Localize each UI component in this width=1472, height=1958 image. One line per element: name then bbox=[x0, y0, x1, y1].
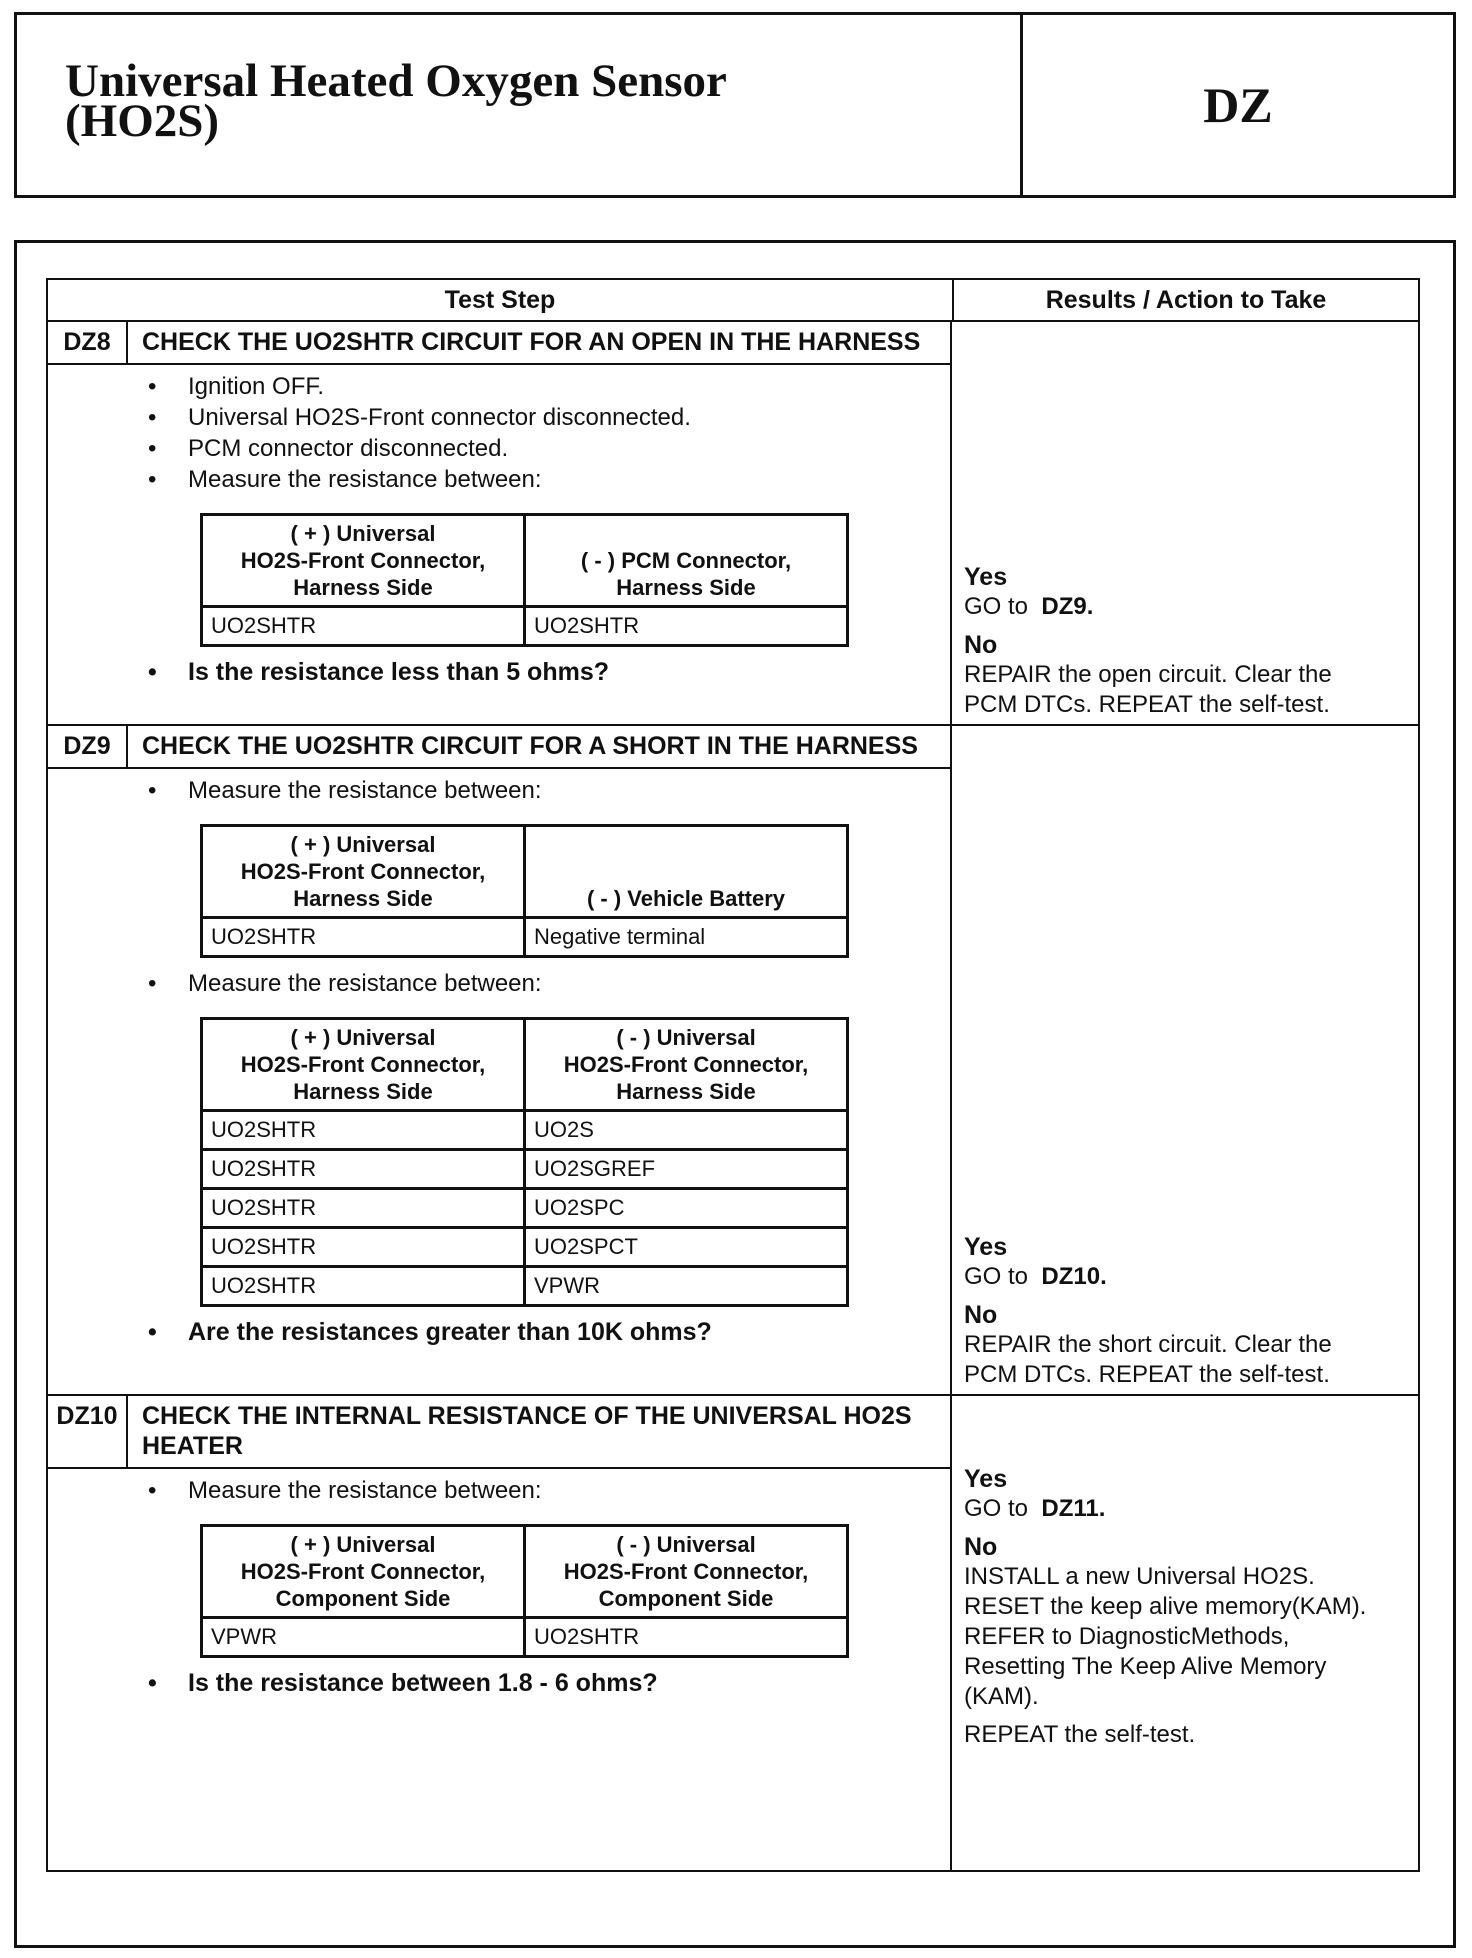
table-row bbox=[202, 1267, 848, 1306]
yes-action: GO to DZ10. bbox=[964, 1263, 1107, 1290]
table-cell: UO2SPC bbox=[525, 1189, 848, 1228]
table-cell: UO2SHTR bbox=[202, 918, 525, 957]
pin-table-header: ( - ) Universal HO2S-Front Connector, Harness Side bbox=[525, 1019, 848, 1111]
goto-link[interactable]: DZ9. bbox=[1041, 593, 1094, 620]
pin-table-header: ( - ) Universal HO2S-Front Connector, Component Side bbox=[525, 1526, 848, 1618]
test-step-table bbox=[46, 278, 1420, 1872]
table-cell: UO2SPCT bbox=[525, 1228, 848, 1267]
pin-table bbox=[200, 1524, 849, 1658]
instruction-item: • Ignition OFF. bbox=[148, 371, 950, 402]
table-cell: UO2SHTR bbox=[202, 1111, 525, 1150]
table-cell: UO2SGREF bbox=[525, 1150, 848, 1189]
pin-table-header: ( - ) PCM Connector, Harness Side bbox=[525, 515, 848, 607]
table-cell: UO2S bbox=[525, 1111, 848, 1150]
no-action-line: PCM DTCs. REPEAT the self-test. bbox=[964, 691, 1330, 718]
step-id: DZ9 bbox=[48, 726, 128, 767]
table-row bbox=[202, 607, 848, 646]
no-action-line: RESET the keep alive memory(KAM). bbox=[964, 1593, 1367, 1620]
step-id: DZ10 bbox=[48, 1396, 128, 1467]
instruction-item: • Measure the resistance between: bbox=[148, 464, 950, 495]
table-cell: UO2SHTR bbox=[202, 1267, 525, 1306]
no-action-line: INSTALL a new Universal HO2S. bbox=[964, 1563, 1315, 1590]
step-row-dz10 bbox=[48, 1396, 1418, 1872]
no-action-line: REFER to DiagnosticMethods, bbox=[964, 1623, 1290, 1650]
pin-table-header: ( + ) Universal HO2S-Front Connector, Component Side bbox=[202, 1526, 525, 1618]
step-header bbox=[48, 322, 950, 365]
pin-table-header: ( + ) Universal HO2S-Front Connector, Harness Side bbox=[202, 515, 525, 607]
step-title: CHECK THE UO2SHTR CIRCUIT FOR A SHORT IN THE HARNESS bbox=[142, 732, 918, 760]
table-cell: UO2SHTR bbox=[525, 1618, 848, 1657]
no-action-line: Resetting The Keep Alive Memory bbox=[964, 1653, 1327, 1680]
step-header bbox=[48, 1396, 950, 1469]
instruction-item: • PCM connector disconnected. bbox=[148, 433, 950, 464]
instruction-item: • Measure the resistance between: bbox=[148, 1475, 950, 1506]
instruction-item: • Measure the resistance between: bbox=[148, 775, 950, 806]
no-action-line: REPAIR the short circuit. Clear the bbox=[964, 1331, 1332, 1358]
table-cell: UO2SHTR bbox=[525, 607, 848, 646]
table-row bbox=[202, 1150, 848, 1189]
page-header bbox=[14, 12, 1456, 198]
table-row bbox=[202, 1618, 848, 1657]
table-cell: UO2SHTR bbox=[202, 1150, 525, 1189]
no-action-line: REPAIR the open circuit. Clear the bbox=[964, 661, 1332, 688]
step-title: CHECK THE UO2SHTR CIRCUIT FOR AN OPEN IN THE HARNESS bbox=[142, 328, 921, 356]
step-result bbox=[952, 1396, 1418, 1872]
table-cell: VPWR bbox=[525, 1267, 848, 1306]
pin-table-header: ( + ) Universal HO2S-Front Connector, Harness Side bbox=[202, 826, 525, 918]
yes-label: Yes bbox=[964, 1233, 1008, 1261]
step-result bbox=[952, 322, 1418, 724]
step-id: DZ8 bbox=[48, 322, 128, 363]
yes-action: GO to DZ9. bbox=[964, 593, 1094, 620]
page-title-line2: (HO2S) bbox=[65, 95, 220, 147]
table-row bbox=[202, 1189, 848, 1228]
table-cell: Negative terminal bbox=[525, 918, 848, 957]
step-row-dz9 bbox=[48, 726, 1418, 1396]
table-cell: VPWR bbox=[202, 1618, 525, 1657]
instruction-item: • Measure the resistance between: bbox=[148, 968, 950, 999]
table-cell: UO2SHTR bbox=[202, 1189, 525, 1228]
col-header-test-step: Test Step bbox=[48, 280, 954, 320]
table-row bbox=[202, 1111, 848, 1150]
section-code: DZ bbox=[1203, 77, 1273, 133]
no-label: No bbox=[964, 1301, 998, 1329]
step-header bbox=[48, 726, 950, 769]
goto-link[interactable]: DZ11. bbox=[1041, 1495, 1106, 1522]
step-result bbox=[952, 726, 1418, 1394]
no-action-line: (KAM). bbox=[964, 1683, 1039, 1710]
step-question: • Is the resistance less than 5 ohms? bbox=[148, 657, 950, 688]
pin-table bbox=[200, 1017, 849, 1307]
pin-table-header: ( - ) Vehicle Battery bbox=[525, 826, 848, 918]
col-header-results: Results / Action to Take bbox=[1045, 285, 1327, 314]
yes-action: GO to DZ11. bbox=[964, 1495, 1106, 1522]
no-action-line: PCM DTCs. REPEAT the self-test. bbox=[964, 1361, 1330, 1388]
step-question: • Is the resistance between 1.8 - 6 ohms? bbox=[148, 1668, 950, 1699]
table-cell: UO2SHTR bbox=[202, 607, 525, 646]
table-row bbox=[202, 918, 848, 957]
table-header bbox=[48, 280, 1418, 322]
page-title bbox=[17, 15, 1023, 195]
table-row bbox=[202, 1228, 848, 1267]
instruction-item: • Universal HO2S-Front connector disconnected. bbox=[148, 402, 950, 433]
pin-table-header: ( + ) Universal HO2S-Front Connector, Harness Side bbox=[202, 1019, 525, 1111]
step-row-dz8 bbox=[48, 322, 1418, 726]
yes-label: Yes bbox=[964, 563, 1008, 591]
no-label: No bbox=[964, 1533, 998, 1561]
step-question: • Are the resistances greater than 10K ohms? bbox=[148, 1317, 950, 1348]
pin-table bbox=[200, 513, 849, 647]
no-label: No bbox=[964, 631, 998, 659]
pin-table bbox=[200, 824, 849, 958]
goto-link[interactable]: DZ10. bbox=[1041, 1263, 1107, 1290]
no-action-line: REPEAT the self-test. bbox=[964, 1721, 1196, 1748]
step-title: CHECK THE INTERNAL RESISTANCE OF THE UNIVERSAL HO2S HEATER bbox=[142, 1402, 912, 1460]
page-title-line1: Universal Heated Oxygen Sensor bbox=[65, 55, 727, 107]
yes-label: Yes bbox=[964, 1465, 1008, 1493]
table-cell: UO2SHTR bbox=[202, 1228, 525, 1267]
